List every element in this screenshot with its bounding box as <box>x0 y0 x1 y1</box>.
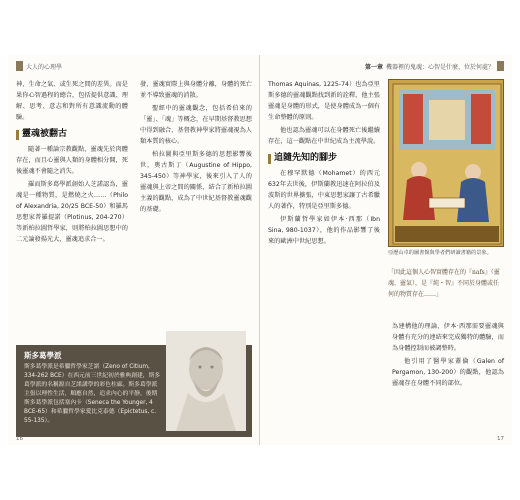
running-head <box>16 59 62 73</box>
sidebar-title: 斯多葛學派 <box>24 351 62 360</box>
left-page <box>8 55 260 445</box>
pull-quote: 「因此這個人心智實體存在的『nafs』（靈魂、靈氣），是『純・智』不同於身體或任何的物質存在……」 <box>388 269 500 298</box>
book-spread <box>8 55 512 445</box>
paragraph: 為建構他的理論，伊本·西那需要靈魂與身體有充分的連結來完成獨特的體驗，而為身體控制而被調整時。 <box>392 323 504 352</box>
paragraph: 羅而斯多葛學派創始人芝諾認為，靈魂是一種物質，是燃燒之火……（Philo of Alexandria, 20/25 BCE-50）和羅馬思想家普羅提諾（Plotinus, 204-270）等新柏拉圖哲學家，則將柏拉圖思想中的二元論發揚光大，靈魂追求合一。 <box>16 181 128 243</box>
chapter-label: 第一章 <box>364 63 383 71</box>
right-page <box>260 55 512 445</box>
zeno-bust-image <box>166 331 246 431</box>
right-column-1 <box>268 79 380 249</box>
stoicism-sidebar <box>16 345 252 437</box>
running-head-marker <box>16 61 23 71</box>
medieval-manuscript-illustration <box>388 79 504 247</box>
chapter-title: 機器裡的鬼魂：心智是什麼、位於何處？ <box>385 63 494 71</box>
section-heading: 靈魂被翻古 <box>16 129 128 140</box>
paragraph: 他也認為靈魂可以在身體死亡後繼續存在，這一觀點在中世紀成為主流學說。 <box>268 127 380 145</box>
left-column-1 <box>16 79 128 247</box>
paragraph: 他引用了醫學家蓋倫（Galen of Pergamon, 130-200）的觀點，他認為靈魂存在身體不同的部位。 <box>392 358 504 387</box>
right-column-2 <box>392 321 504 391</box>
left-column-2 <box>140 79 252 217</box>
page-number: 17 <box>497 436 504 442</box>
figure-caption: 亞歷山卓的圖書館與學者們研讀書籍的景象。 <box>388 250 492 256</box>
paragraph: 伊斯蘭哲學家如伊本·西那（Ibn Sina, 980-1037），他的作品影響了後來的歐洲中世紀思想。 <box>268 216 380 245</box>
running-head-marker <box>497 61 504 71</box>
paragraph: 聖經中的靈魂觀念，包括希伯來的「靈」、「魂」等概念，在早期基督教思想中得到融合，基督教神學家將靈魂視為人類本質的核心。 <box>140 105 252 145</box>
paragraph: 神、生命之氣、或生死之間的差異。而是果你心智過程的總合，包括提供意識、理解、思考、意志和對所有意識流動的體驗。 <box>16 81 128 121</box>
paragraph: 發，靈魂實際上與身體分離，身體的死亡並不導致靈魂的消散。 <box>140 81 252 99</box>
paragraph: 在穆罕默德（Mohamet）的西元632年去世後，伊斯蘭教迅速在阿拉伯及波斯的世界擴張，中東思想家讓了古希臘人的著作，特別是亞里斯多德。 <box>268 170 380 210</box>
page-number: 16 <box>16 436 23 442</box>
paragraph: Thomas Aquinas, 1225-74）也為亞里斯多德的靈魂觀點找到新的詮釋，他主張靈魂是身體的形式，是使身體成為一個有生命整體的原則。 <box>268 81 380 121</box>
section-heading: 追隨先知的腳步 <box>268 153 380 164</box>
book-title: 大人的心理學 <box>26 63 63 71</box>
running-head <box>365 59 504 73</box>
paragraph: 柏拉圖與亞里斯多德的思想影響後世，奧古斯丁（Augustine of Hippo, 345-450）等神學家，後來引入了人的靈魂與上帝之間的關係，結合了新柏拉圖主義的觀點，成為了中世紀基督教靈魂觀的基礎。 <box>140 151 252 213</box>
sidebar-body: 斯多葛學派是希臘哲學家芝諾（Zeno of Citium, 334-262 BCE）在西元前三世紀初於雅典創建，斯多葛學派的名稱源自芝諾講學的彩色柱廊。斯多葛學派主張以理性生活，順應自然，追求內心的平靜，後期斯多葛學派包括塞內卡（Seneca the Younger, 4 BCE-65）和希臘哲學家愛比克泰德（Epictetus, c. 55-135）。 <box>24 364 161 424</box>
paragraph: 隨著一種論宗教觀點，靈魂先於肉體存在，而且心靈與人類的身體相分開，死後靈魂不會隨之消失。 <box>16 146 128 175</box>
